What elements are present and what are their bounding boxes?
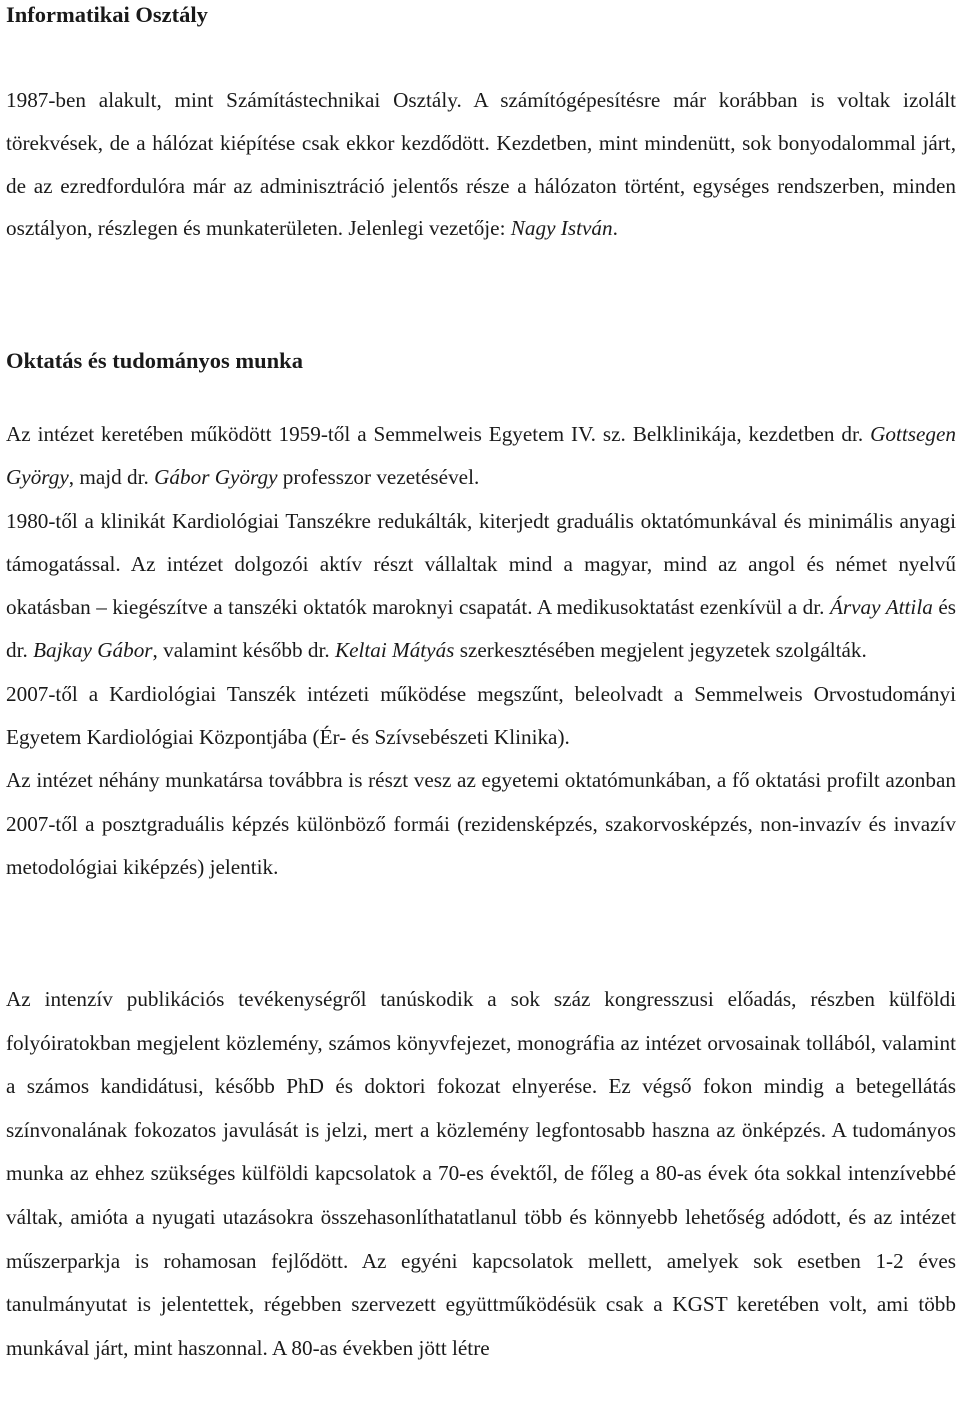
paragraph <box>6 413 956 500</box>
paragraph-text: professzor vezetésével. <box>277 465 480 490</box>
paragraph-text: , majd dr. <box>68 465 155 490</box>
paragraph <box>6 79 956 250</box>
paragraph-text: szerkesztésében megjelent jegyzetek szolgálták. <box>454 638 867 663</box>
leader-name: Nagy István <box>510 216 613 241</box>
person-name: Bajkay Gábor <box>33 638 153 663</box>
section-body-oktatas <box>6 413 956 889</box>
section-body-informatikai <box>6 79 956 250</box>
section-body-publikacio <box>6 978 956 1370</box>
paragraph-text: , valamint később dr. <box>152 638 335 663</box>
paragraph-text: . <box>612 216 618 241</box>
paragraph-text: 1987-ben alakult, mint Számítástechnikai Osztály. A számítógépesítésre már korábban is voltak izolált törekvések, de a hálózat kiépítése csak ekkor kezdődött. Kezdetben, mint mindenütt, sok bonyodalommal járt, de az ezredfordulóra már az adminisztráció jelentős része a hálózaton történt, egységes rendszerben, minden osztályon, részlegen és munkaterületen. Jelenlegi vezetője: <box>6 88 956 241</box>
paragraph-text: Az intézet keretében működött 1959-től a Semmelweis Egyetem IV. sz. Belklinikája, kezdetben dr. <box>6 422 871 446</box>
paragraph <box>6 500 956 673</box>
section-title-informatikai: Informatikai Osztály <box>6 2 208 27</box>
person-name: Keltai Mátyás <box>334 638 455 663</box>
person-name: Árvay Attila <box>829 595 933 620</box>
paragraph: 2007-től a Kardiológiai Tanszék intézeti működése megszűnt, beleolvadt a Semmelweis Orvostudományi Egyetem Kardiológiai Központjába (Ér- és Szívsebészeti Klinika). <box>6 681 956 750</box>
section-title-oktatas: Oktatás és tudományos munka <box>6 348 303 373</box>
paragraph-text: és dr. <box>6 595 957 663</box>
person-name: Gottsegen György <box>6 422 956 490</box>
person-name: Gábor György <box>154 465 278 490</box>
paragraph: Az intézet néhány munkatársa továbbra is részt vesz az egyetemi oktatómunkában, a fő oktatási profilt azonban 2007-től a posztgraduális képzés különböző formái (rezidensképzés, szakorvosképzés, non-invazív és invazív metodológiai kiképzés) jelentik. <box>6 768 956 879</box>
paragraph: Az intenzív publikációs tevékenységről tanúskodik a sok száz kongresszusi előadás, részben külföldi folyóiratokban megjelent közlemény, számos könyvfejezet, monográfia az intézet orvosainak tollából, valamint a számos kandidátusi, később PhD és doktori fokozat elnyerése. Ez végső fokon mindig a betegellátás színvonalának fokozatos javulását is jelzi, mert a közlemény legfontosabb haszna az önképzés. A tudományos munka az ehhez szükséges külföldi kapcsolatok a 70-es évektől, de főleg a 80-as évek óta sokkal intenzívebbé váltak, amióta a nyugati utazásokra összehasonlíthatatlanul több és könnyebb lehetőség adódott, és az intézet műszerparkja is rohamosan fejlődött. Az egyéni kapcsolatok mellett, amelyek sok esetben 1-2 éves tanulmányutat is jelentettek, régebben szervezett együttműködésük csak a KGST keretében volt, ami több munkával járt, mint haszonnal. A 80-as években jött létre <box>6 987 956 1360</box>
paragraph-text: 1980-től a klinikát Kardiológiai Tanszékre redukálták, kiterjedt graduális oktatómunkával és minimális anyagi támogatással. Az intézet dolgozói aktív részt vállaltak mind a magyar, mind az angol és német nyelvű okatásban – kiegészítve a tanszéki oktatók maroknyi csapatát. A medikusoktatást ezenkívül a dr. <box>6 508 956 620</box>
